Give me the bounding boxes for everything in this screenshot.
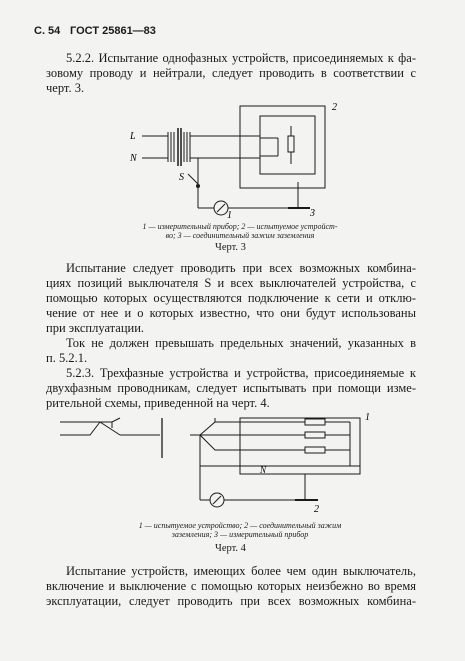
section-5-2-2-line-1: 5.2.2. Испытание однофазных устройств, присоединяемых к фа- xyxy=(66,51,416,65)
fig4-label-2: 2 xyxy=(314,504,319,515)
paragraph-final-line-1: Испытание устройств, имеющих более чем один выключатель, xyxy=(66,564,416,578)
figure-3-circuit xyxy=(120,98,350,223)
fig3-label-2: 2 xyxy=(332,102,337,113)
fig3-label-1: 1 xyxy=(227,210,232,221)
section-5-2-2-line-2: зовому проводу и нейтрали, следует проводить в соответствии с xyxy=(46,66,416,80)
fig3-label-S: S xyxy=(179,172,184,183)
figure-4-caption-line-2: заземления; 3 — измерительный прибор xyxy=(171,530,309,539)
fig3-label-N: N xyxy=(130,153,137,164)
page-number: С. 54 xyxy=(34,25,61,37)
figure-3-caption-line-1: 1 — измерительный прибор; 2 — испытуемое устройст- xyxy=(142,222,338,231)
paragraph-test-line-2: циях позиций выключателя S и всех выключателей устройства, с xyxy=(46,276,416,290)
paragraph-test-line-4: чение от нее и о которых известно, что они будут использованы xyxy=(46,306,416,320)
section-5-2-2-line-3: черт. 3. xyxy=(46,81,85,95)
fig4-label-1: 1 xyxy=(365,412,370,423)
paragraph-final-line-2: включение и выключение с помощью которых неизбежно во время xyxy=(46,579,416,593)
paragraph-test-line-3: помощью которых осуществляются подключение к сети и отклю- xyxy=(46,291,416,305)
section-5-2-3-line-1: 5.2.3. Трехфазные устройства и устройства, присоединяемые к xyxy=(66,366,416,380)
fig3-label-L: L xyxy=(130,131,136,142)
standard-code: ГОСТ 25861—83 xyxy=(70,25,156,37)
figure-4-title: Черт. 4 xyxy=(215,543,246,554)
paragraph-current-line-1: Ток не должен превышать предельных значений, указанных в xyxy=(66,336,416,350)
figure-3-title: Черт. 3 xyxy=(215,242,246,253)
paragraph-current-line-2: п. 5.2.1. xyxy=(46,351,88,365)
section-5-2-3-line-3: рительной схемы, приведенной на черт. 4. xyxy=(46,396,270,410)
section-5-2-3-line-2: двухфазным проводникам, следует испытывать при помощи изме- xyxy=(46,381,416,395)
fig4-label-N: N xyxy=(260,465,267,475)
fig3-label-3: 3 xyxy=(310,208,315,219)
paragraph-final-line-3: эксплуатации, следует проводить при всех возможных комбина- xyxy=(46,594,416,608)
paragraph-test-line-5: при эксплуатации. xyxy=(46,321,145,335)
figure-4-caption-line-1: 1 — испытуемое устройство; 2 — соединительный зажим xyxy=(138,521,342,530)
paragraph-test-line-1: Испытание следует проводить при всех возможных комбина- xyxy=(66,261,416,275)
figure-4-circuit xyxy=(60,412,390,520)
figure-3-caption-line-2: во; 3 — соединительный зажим заземления xyxy=(165,231,315,240)
